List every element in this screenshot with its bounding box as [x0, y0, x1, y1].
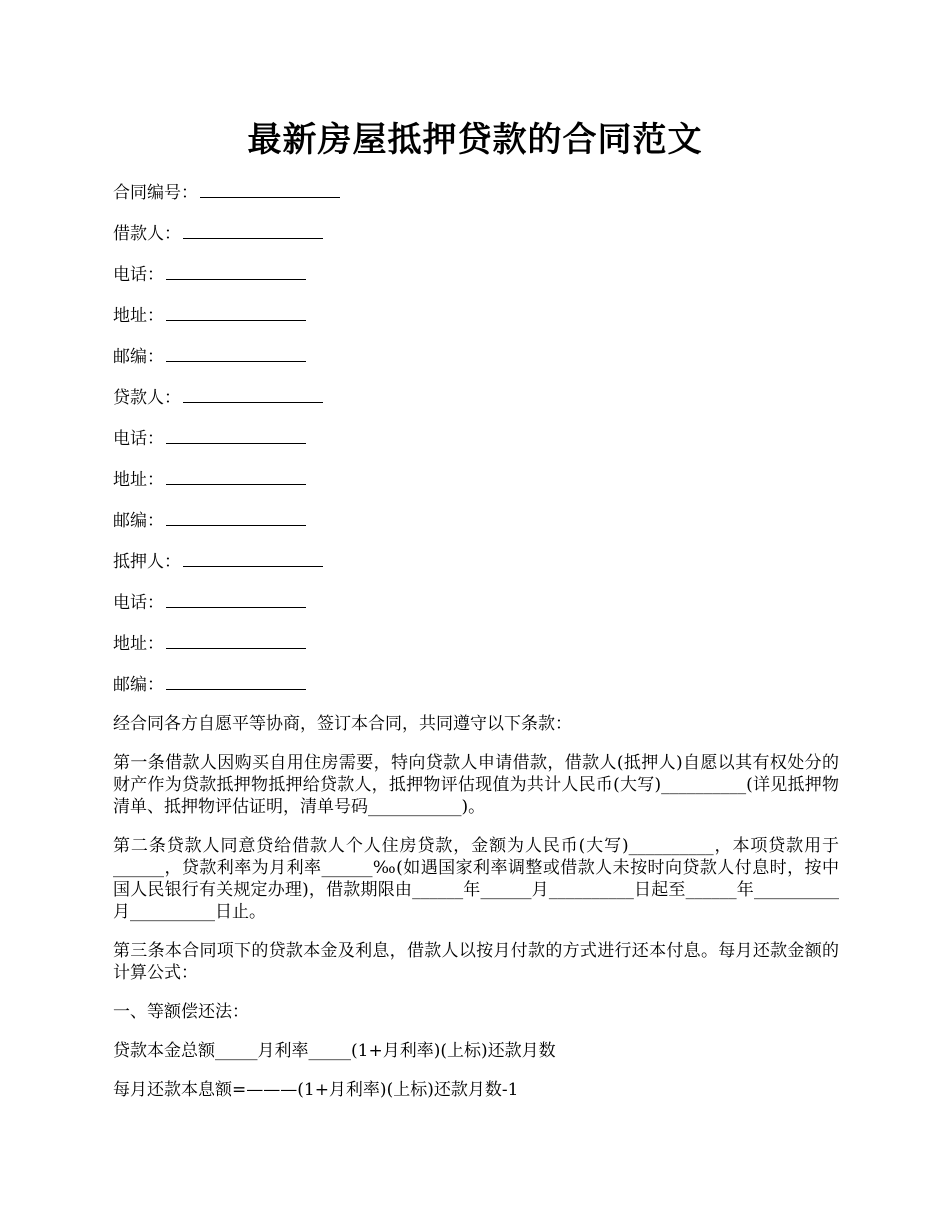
fill-blank — [183, 385, 323, 403]
field-label: 贷款人： — [113, 388, 181, 408]
mortgagor-postcode-field — [113, 672, 839, 696]
mortgagor-field — [113, 549, 839, 573]
field-label: 合同编号： — [113, 183, 198, 203]
fill-blank — [166, 508, 306, 526]
formula-line-1: 贷款本金总额_____月利率_____(1+月利率)(上标)还款月数 — [113, 1041, 556, 1061]
field-label: 邮编： — [113, 511, 164, 531]
fill-blank — [183, 549, 323, 567]
field-label: 地址： — [113, 634, 164, 654]
fill-blank — [200, 180, 340, 198]
lender-address-field — [113, 467, 839, 491]
borrower-postcode-field — [113, 344, 839, 368]
borrower-field — [113, 221, 839, 245]
field-label: 地址： — [113, 306, 164, 326]
lender-postcode-field — [113, 508, 839, 532]
field-label: 邮编： — [113, 675, 164, 695]
field-label: 地址： — [113, 470, 164, 490]
field-label: 邮编： — [113, 347, 164, 367]
borrower-address-field — [113, 303, 839, 327]
document-body — [113, 180, 839, 1118]
borrower-phone-field — [113, 262, 839, 286]
article-3-paragraph: 第三条本合同项下的贷款本金及利息，借款人以按月付款的方式进行还本付息。每月还款金额的计算公式： — [113, 941, 839, 983]
document-title: 最新房屋抵押贷款的合同范文 — [247, 120, 703, 160]
contract-number-field — [113, 180, 839, 204]
field-label: 电话： — [113, 265, 164, 285]
method-heading: 一、等额偿还法： — [113, 1002, 249, 1022]
fill-blank — [166, 590, 306, 608]
fill-blank — [166, 303, 306, 321]
article-2-paragraph: 第二条贷款人同意贷给借款人个人住房贷款，金额为人民币(大写)__________，本项贷款用于______，贷款利率为月利率______‰(如遇国家利率调整或借款人未按时向贷款人付息时，按中国人民银行有关规定办理)，借款期限由______年______月__________日起至______年__________月__________日止。 — [113, 836, 839, 922]
formula-line-2: 每月还款本息额=———(1+月利率)(上标)还款月数-1 — [113, 1080, 519, 1100]
field-label: 电话： — [113, 429, 164, 449]
fill-blank — [166, 426, 306, 444]
fill-blank — [183, 221, 323, 239]
mortgagor-address-field — [113, 631, 839, 655]
fill-blank — [166, 672, 306, 690]
field-label: 电话： — [113, 593, 164, 613]
article-1-paragraph: 第一条借款人因购买自用住房需要，特向贷款人申请借款，借款人(抵押人)自愿以其有权处分的财产作为贷款抵押物抵押给贷款人，抵押物评估现值为共计人民币(大写)__________(详见抵押物清单、抵押物评估证明，清单号码___________)。 — [113, 753, 839, 817]
lender-field — [113, 385, 839, 409]
fill-blank — [166, 262, 306, 280]
field-label: 借款人： — [113, 224, 181, 244]
mortgagor-phone-field — [113, 590, 839, 614]
preamble-paragraph: 经合同各方自愿平等协商，签订本合同，共同遵守以下条款： — [113, 714, 572, 734]
field-label: 抵押人： — [113, 552, 181, 572]
lender-phone-field — [113, 426, 839, 450]
fill-blank — [166, 344, 306, 362]
fill-blank — [166, 467, 306, 485]
fill-blank — [166, 631, 306, 649]
